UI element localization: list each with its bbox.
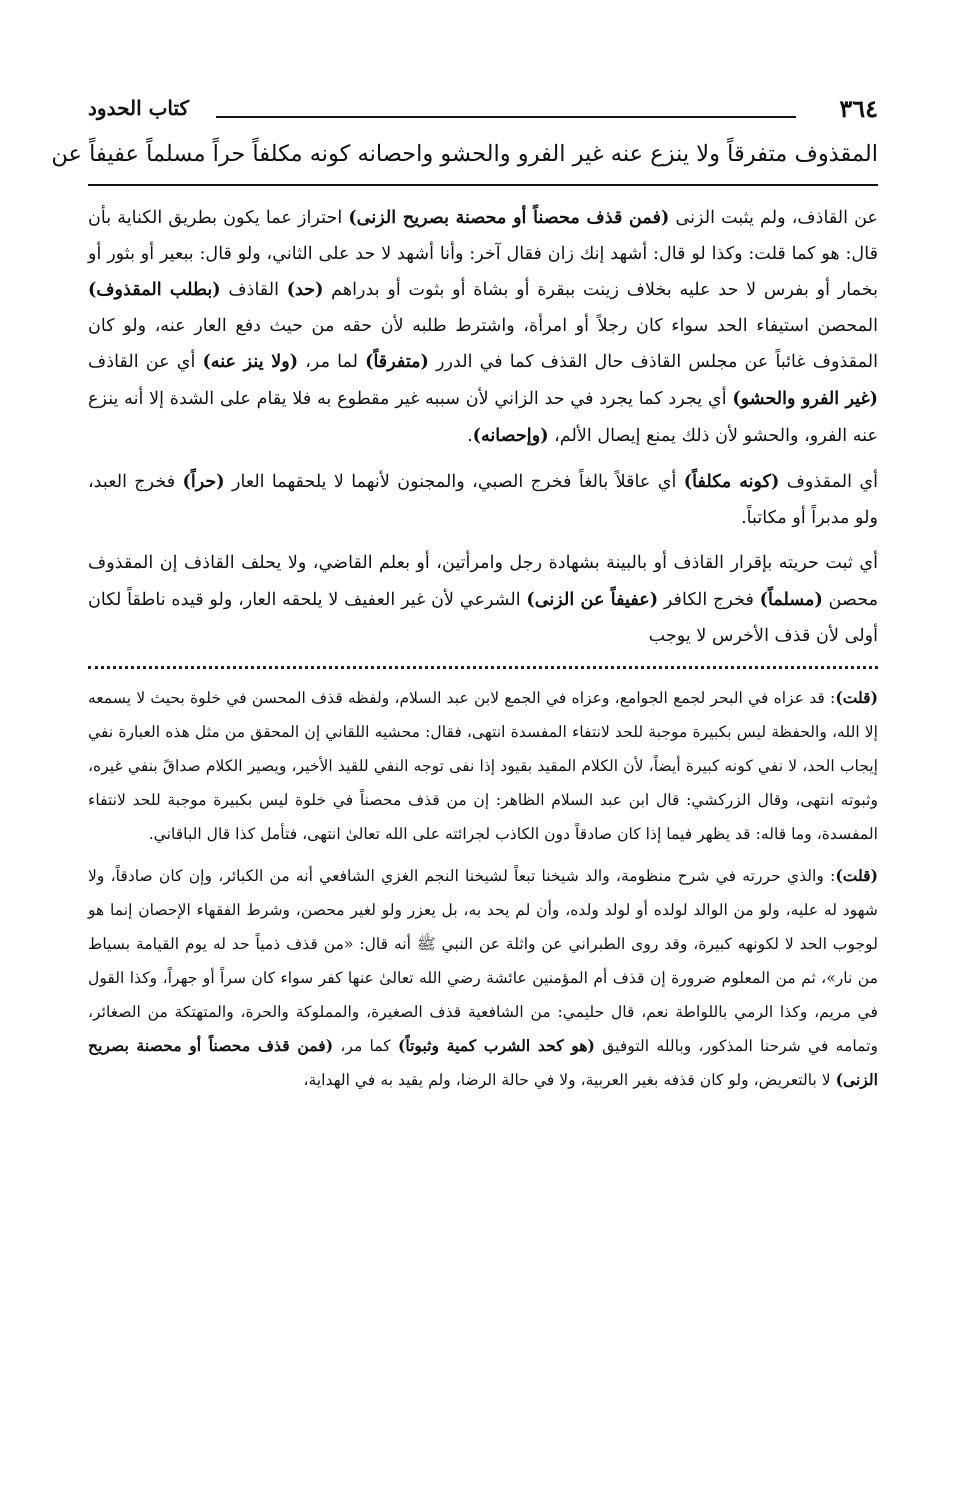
matn-text-line: المقذوف متفرقاً ولا ينزع عنه غير الفرو والحشو واحصانه كونه مكلفاً حراً مسلماً عفيفاً عن [51,141,878,167]
text-run: لا بالتعريض، ولو كان قذفه بغير العربية، ولا في حالة الرضا، ولم يقيد به في الهداية، [303,1071,836,1090]
book-page [51,88,879,1097]
bold-matn-quote: (وإحصانه) [472,424,549,446]
bold-matn-quote: (غير الفرو والحشو) [732,387,878,409]
text-run: : والذي حررته في شرح منظومة، والد شيخنا تبعاً لشيخنا النجم الغزي الشافعي أنه من الكبائر، وإن كان صادقاً، ولا شهود له عليه، ولو من الوالد لولده أو لولد ولده، وأن لم يحد به، بل يعزر ولو لغير محصن، وشرط الفقهاء الإحصان إنما هو لوجوب الحد لا لكونهه كبيرة، وقد روى الطبراني عن واثلة عن النبي ﷺ أنه قال: «من قذف ذمياً حد له يوم القيامة بسياط من نار»، ثم من المعلوم ضرورة إن قذف أم المؤمنين عائشة رضي الله تعالىٰ عنها كفر سواء كان سراً أو جهراً، وكذا القول في مريم، وكذا الرمي باللواطة نعم، قال حليمي: من الشافعية قذف الصغيرة، والمملوكة والحرة، والمتهتكة من الصغائر، وتمامه في شرحنا المذكور، وبالله التوفيق [88,867,878,1056]
footnote-paragraph-2 [88,859,878,1097]
commentary-paragraph-3 [88,546,878,654]
text-run: . [467,425,473,446]
bold-matn-quote: (ولا ينز عنه) [202,351,299,373]
text-run: عن القاذف، ولم يثبت الزنى [669,208,878,228]
bold-matn-quote: (بطلب المقذوف) [88,279,221,301]
page-number: ٣٦٤ [839,94,878,123]
bold-matn-quote: (فمن قذف محصناً أو محصنة بصريح الزنى) [88,1036,878,1090]
bold-matn-quote: (مسلماً) [759,588,823,610]
bold-matn-quote: (متفرقاً) [365,351,429,373]
bold-matn-quote: (فمن قذف محصناً أو محصنة بصريح الزنى) [348,207,670,228]
bold-matn-quote: (حراً) [182,471,225,493]
bold-matn-quote: (قلت) [835,688,878,708]
text-run: أي يجرد كما يجرد في حد الزاني لأن سببه غير مقطوع به فلا يقام على الشدة إلا أنه ينزع عنه الفرو، والحشو لأن ذلك يمنع إيصال الألم، [88,388,878,446]
bold-matn-quote: (قلت) [835,866,878,886]
header-rule [216,116,796,118]
text-run: أي عاقلاً بالغاً فخرج الصبي، والمجنون لأنهما لا يلحقهما العار [224,472,684,493]
text-run: : قد عزاه في البحر لجمع الجوامع، وعزاه في الجمع لابن عبد السلام، ولفظه قذف المحسن في خلوة بحيث لا يسمعه إلا الله، والحفظة ليس بكبيرة موجبة للحد لانتفاء المفسدة انتهى، فقال: محشيه اللقاني إن المحقق من مثل هذه العبارة نفي إيجاب الحد، لا نفي كونه كبيرة أيضاً، لأن الكلام المقيد بقيود إذا نفى توجه النفي للقيد الأخير، ويصير الكلام صداقً بنفي غيره، وثبوته انتهى، وقال الزركشي: قال ابن عبد السلام الظاهر: إن من قذف محصناً في خلوة ليس بكبيرة موجبة للحد لانتفاء المفسدة، وما قاله: قد يظهر فيما إذا كان صادقاً دون الكاذب لجرائته على الله تعالىٰ انتهى، فتأمل كذا قال الباقاني. [88,689,878,844]
footnote-paragraph-1 [88,681,878,851]
text-run: كما مر، [333,1037,398,1056]
matn-separator-rule [88,184,878,186]
text-run: فخرج الكافر [658,589,760,610]
text-run: القاذف [220,280,287,301]
text-run: احتراز عما يكون بطريق الكناية بأن قال: هو كما قلت: وكذا لو قال: أشهد إنك زان فقال آخر: وأنا أشهد لا حد على الثاني، ولو قال: ببعير أو بثور أو بخمار أو بفرس لا حد عليه بخلاف زينت ببقرة أو بشاة أو بثوت أو بدراهم [88,208,878,301]
text-run: الشرعي لأن غير العفيف لا يلحقه العار، ولو قيده ناطقاً لكان أولى لأن قذف الأخرس لا يوجب [88,589,878,646]
bold-matn-quote: (عفيفاً عن الزنى) [526,588,659,610]
commentary-paragraph-2 [88,464,878,536]
bold-matn-quote: (حد) [286,279,324,301]
text-run: أي عن القاذف [88,352,203,373]
bold-matn-quote: (كونه مكلفاً) [683,471,780,493]
bold-matn-quote: (هو كحد الشرب كمية وثبوتاً) [397,1036,595,1056]
dotted-separator [88,666,878,669]
commentary-paragraph-1 [88,200,878,454]
text-run: أي ثبت حريته بإقرار القاذف أو بالبينة بشهادة رجل وامرأتين، أو بعلم القاضي، ولا يحلف القاذف إن المقذوف محصن [88,553,879,610]
text-run: فخرج العبد، ولو مدبراً أو مكاتباً. [88,472,878,528]
chapter-title: كتاب الحدود [88,96,190,120]
text-run: لما مر، [298,352,366,373]
text-run: أي المقذوف [779,472,878,493]
page-header [88,88,878,128]
text-run: المحصن استيفاء الحد سواء كان رجلاً أو امرأة، واشترط طلبه لأن حقه من حيث دفع العار عنه، ولو كان المقذوف غائباً عن مجلس القاذف حال القذف كما في الدرر [88,315,878,373]
